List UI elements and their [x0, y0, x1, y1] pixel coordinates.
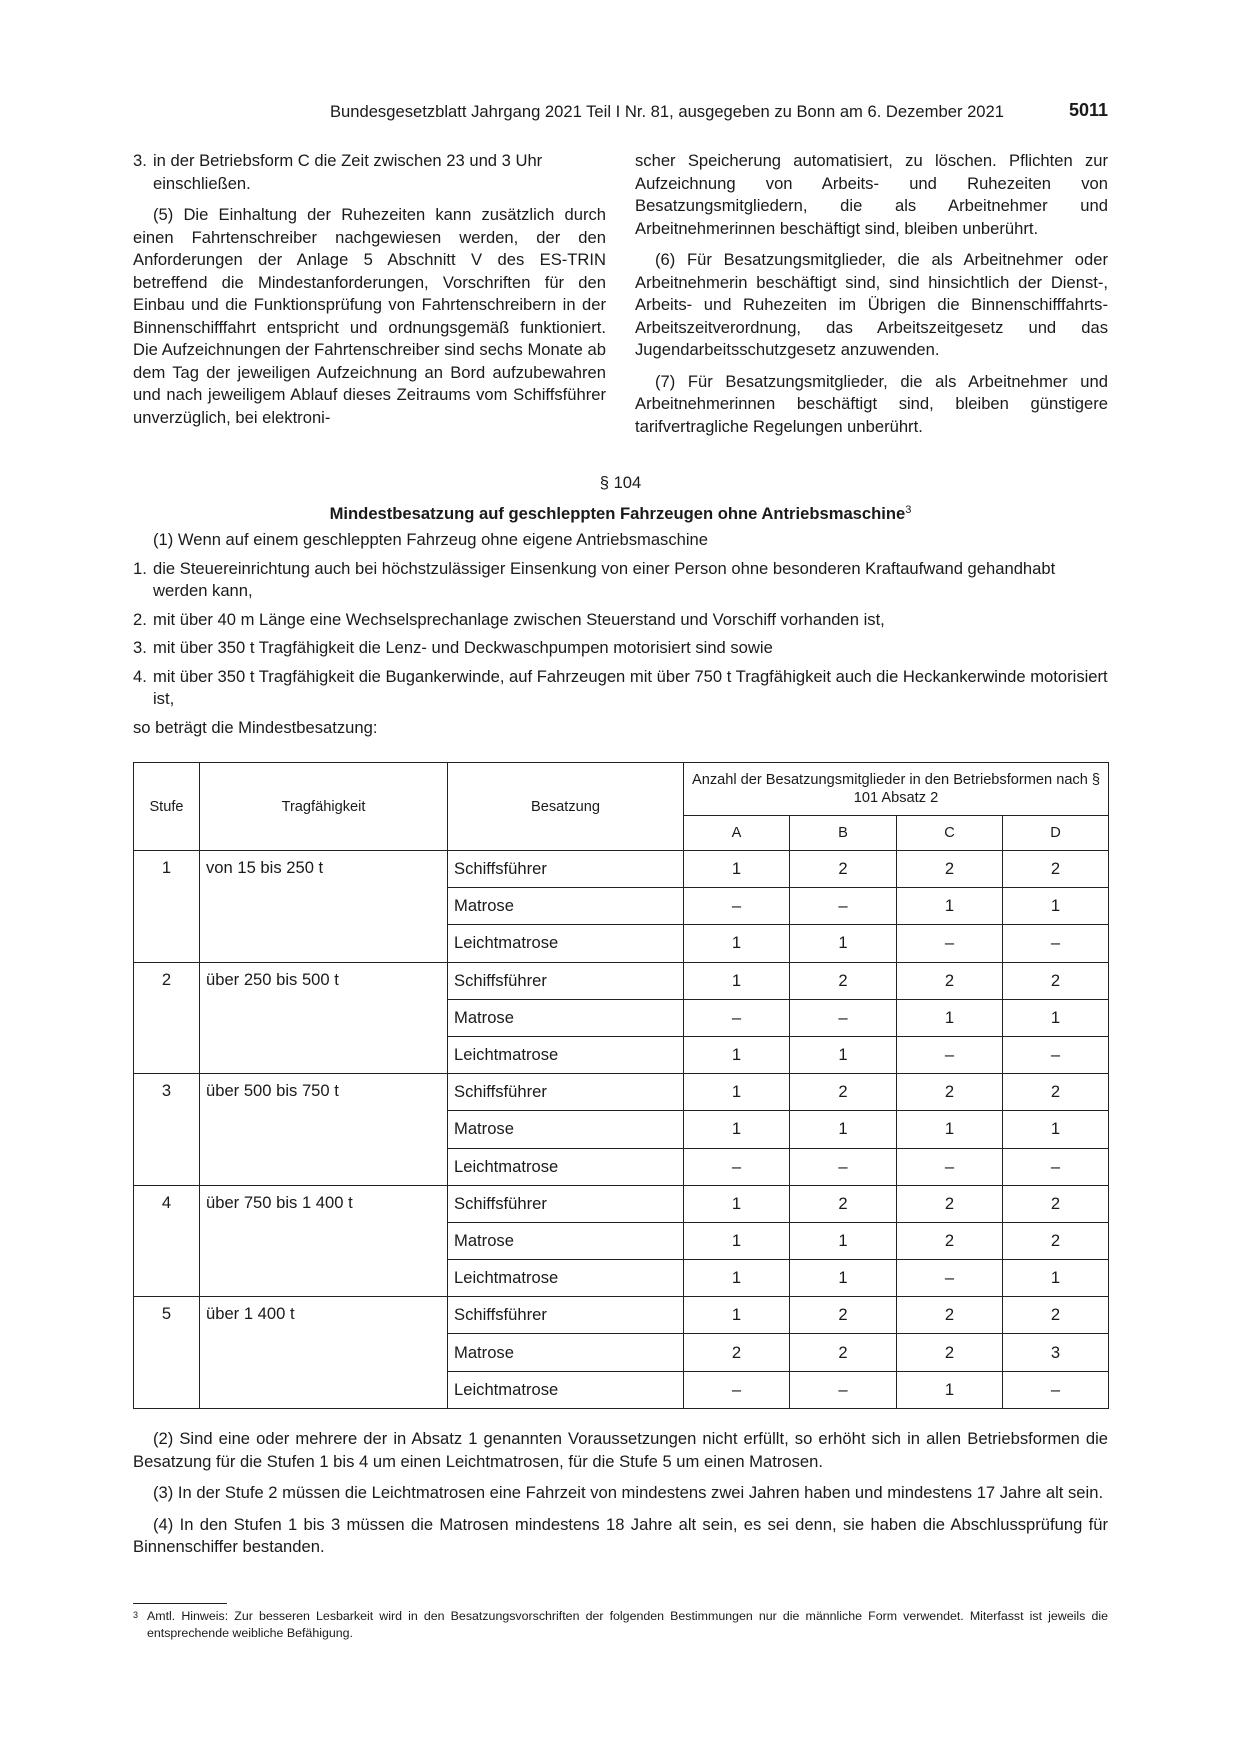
cell-count: 2 — [790, 1185, 897, 1222]
cell-count: 1 — [684, 1185, 790, 1222]
header-group: Anzahl der Besatzungsmitglieder in den Betriebsformen nach § 101 Absatz 2 — [684, 763, 1109, 816]
cell-count: 1 — [684, 925, 790, 962]
cell-stufe: 5 — [134, 1297, 200, 1409]
section-lead-out: so beträgt die Mindestbesatzung: — [133, 717, 378, 737]
cell-count: 1 — [684, 1297, 790, 1334]
cell-role: Leichtmatrose — [448, 1260, 684, 1297]
cell-capacity: über 250 bis 500 t — [200, 962, 448, 1074]
cell-count: – — [1003, 925, 1109, 962]
cell-count: 2 — [897, 1222, 1003, 1259]
header-besatzung: Besatzung — [448, 763, 684, 851]
cell-count: 1 — [684, 1036, 790, 1073]
page-number: 5011 — [1068, 100, 1108, 120]
footnote — [133, 1608, 1108, 1641]
cell-count: 1 — [684, 1111, 790, 1148]
paragraph-2: (2) Sind eine oder mehrere der in Absatz 1 genannten Voraussetzungen nicht erfüllt, so erhöht sich in allen Betriebsformen die Besatzung für die Stufen 1 bis 4 um einen Leichtmatrosen, für die Stufe 5 um einen Matrosen. — [133, 1429, 1108, 1471]
closing-paragraphs — [133, 1428, 1108, 1568]
cell-role: Leichtmatrose — [448, 1036, 684, 1073]
cell-count: 1 — [790, 1260, 897, 1297]
paragraph-3: (3) In der Stufe 2 müssen die Leichtmatrosen eine Fahrzeit von mindestens zwei Jahren haben und mindestens 17 Jahre alt sein. — [153, 1483, 1104, 1502]
cell-count: – — [897, 925, 1003, 962]
cell-role: Matrose — [448, 888, 684, 925]
crew-table-body — [134, 851, 1109, 1409]
cell-count: – — [684, 1371, 790, 1408]
cell-count: 1 — [897, 1371, 1003, 1408]
header-form-c: C — [897, 816, 1003, 851]
cell-stufe: 2 — [134, 962, 200, 1074]
cell-count: 3 — [1003, 1334, 1109, 1371]
cell-count: 2 — [1003, 1074, 1109, 1111]
cell-count: 1 — [684, 1222, 790, 1259]
paragraph-7: (7) Für Besatzungsmitglieder, die als Arbeitnehmer und Arbeitnehmerinnen beschäftigt sind, bleiben günstigere tarifvertragliche Regelungen unberührt. — [635, 371, 1108, 436]
section-title: Mindestbesatzung auf geschleppten Fahrzeugen ohne Antriebsmaschine — [329, 503, 906, 523]
cell-role: Matrose — [448, 1111, 684, 1148]
condition-number: 4. — [133, 666, 147, 686]
cell-count: 2 — [790, 1074, 897, 1111]
item-text: in der Betriebsform C die Zeit zwischen 23 und 3 Uhr einschließen. — [153, 151, 543, 193]
cell-count: 2 — [1003, 962, 1109, 999]
cell-count: – — [790, 1148, 897, 1185]
table-row — [134, 962, 1109, 999]
cell-count: – — [897, 1148, 1003, 1185]
cell-count: 1 — [897, 888, 1003, 925]
paragraph-4: (4) In den Stufen 1 bis 3 müssen die Matrosen mindestens 18 Jahre alt sein, es sei denn, sie haben die Abschlussprüfung für Binnenschiffer bestanden. — [133, 1514, 1108, 1556]
cell-capacity: von 15 bis 250 t — [200, 851, 448, 963]
cell-role: Matrose — [448, 1222, 684, 1259]
cell-role: Matrose — [448, 1334, 684, 1371]
cell-role: Matrose — [448, 999, 684, 1036]
cell-count: 1 — [684, 962, 790, 999]
cell-count: – — [790, 888, 897, 925]
header-stufe: Stufe — [134, 763, 200, 851]
cell-role: Leichtmatrose — [448, 1148, 684, 1185]
item-number: 3. — [133, 151, 147, 170]
footnote-text: Amtl. Hinweis: Zur besseren Lesbarkeit wird in den Besatzungsvorschriften der folgenden Bestimmungen nur die männliche Form verwendet. Miterfasst ist jeweils die entsprechende weibliche Befähigung. — [147, 1609, 1108, 1640]
cell-count: – — [684, 999, 790, 1036]
cell-count: 1 — [1003, 999, 1109, 1036]
cell-count: – — [1003, 1036, 1109, 1073]
cell-count: – — [684, 888, 790, 925]
cell-stufe: 1 — [134, 851, 200, 963]
cell-count: 1 — [1003, 1111, 1109, 1148]
cell-count: 2 — [790, 1334, 897, 1371]
cell-count: 1 — [790, 1111, 897, 1148]
section-104 — [133, 472, 1108, 739]
cell-count: 1 — [897, 999, 1003, 1036]
cell-count: 2 — [897, 1185, 1003, 1222]
cell-count: 2 — [1003, 1185, 1109, 1222]
cell-count: – — [790, 999, 897, 1036]
running-title: Bundesgesetzblatt Jahrgang 2021 Teil I Nr. 81, ausgegeben zu Bonn am 6. Dezember 2021 — [329, 102, 1004, 121]
cell-count: 2 — [897, 1334, 1003, 1371]
table-row — [134, 1074, 1109, 1111]
condition-text: mit über 40 m Länge eine Wechselsprechanlage zwischen Steuerstand und Vorschiff vorhanden ist, — [153, 609, 885, 629]
footnote-reference: 3 — [905, 503, 912, 516]
cell-count: 1 — [790, 1222, 897, 1259]
document-page — [133, 0, 1108, 1754]
cell-capacity: über 500 bis 750 t — [200, 1074, 448, 1186]
condition-number: 2. — [133, 609, 147, 629]
cell-count: 2 — [897, 851, 1003, 888]
left-column — [133, 150, 606, 438]
cell-count: – — [684, 1148, 790, 1185]
cell-capacity: über 750 bis 1 400 t — [200, 1185, 448, 1297]
cell-count: 2 — [1003, 851, 1109, 888]
crew-table — [133, 762, 1109, 1409]
cell-count: 1 — [684, 851, 790, 888]
cell-stufe: 3 — [134, 1074, 200, 1186]
section-intro: (1) Wenn auf einem geschleppten Fahrzeug ohne eigene Antriebsmaschine — [153, 530, 709, 549]
cell-count: 1 — [790, 1036, 897, 1073]
cell-count: – — [790, 1371, 897, 1408]
table-row — [134, 1185, 1109, 1222]
cell-count: 2 — [897, 1074, 1003, 1111]
footnote-mark: 3 — [133, 1610, 139, 1620]
header-form-d: D — [1003, 816, 1109, 851]
condition-item — [133, 637, 1108, 660]
condition-item — [133, 609, 1108, 632]
paragraph-6: (6) Für Besatzungsmitglieder, die als Arbeitnehmer oder Arbeitnehmerin beschäftigt sind, sind hinsichtlich der Dienst-, Arbeits- und Ruhezeiten im Übrigen die Binnenschifffahrts-Arbeitszeitverordnung, das Arbeitszeitgesetz und das Jugendarbeitsschutzgesetz anzuwenden. — [635, 250, 1108, 359]
condition-text: die Steuereinrichtung auch bei höchstzulässiger Einsenkung von einer Person ohne besonderen Kraftaufwand gehandhabt werden kann, — [153, 558, 1056, 600]
cell-count: 1 — [897, 1111, 1003, 1148]
paragraph-5: (5) Die Einhaltung der Ruhezeiten kann zusätzlich durch einen Fahrtenschreiber nachgewiesen werden, der den Anforderungen der Anlage 5 Abschnitt V des ES-TRIN betreffend die Mindestanforderungen, Vorschriften für den Einbau und die Funktionsprüfung von Fahrtenschreibern in der Binnenschifffahrt entspricht und ordnungsgemäß funktioniert. Die Aufzeichnungen der Fahrtenschreiber sind sechs Monate ab dem Tag der jeweiligen Aufzeichnung an Bord aufzubewahren und nach jeweiligem Ablauf dieses Zeitraums vom Schiffsführer unverzüglich, bei elektroni- — [133, 205, 606, 427]
cell-capacity: über 1 400 t — [200, 1297, 448, 1409]
cell-count: 2 — [790, 962, 897, 999]
section-number: § 104 — [599, 473, 642, 492]
cell-count: 1 — [1003, 888, 1109, 925]
condition-list — [133, 558, 1108, 711]
cell-count: 1 — [1003, 1260, 1109, 1297]
cell-count: 2 — [684, 1334, 790, 1371]
list-item — [133, 150, 606, 195]
cell-count: 1 — [684, 1074, 790, 1111]
cell-count: 1 — [790, 925, 897, 962]
cell-count: 1 — [684, 1260, 790, 1297]
footnote-divider — [133, 1603, 227, 1604]
cell-role: Schiffsführer — [448, 1074, 684, 1111]
cell-count: 2 — [897, 962, 1003, 999]
cell-role: Schiffsführer — [448, 1297, 684, 1334]
cell-count: 2 — [1003, 1222, 1109, 1259]
paragraph-5-continued: scher Speicherung automatisiert, zu löschen. Pflichten zur Aufzeichnung von Arbeits- und Ruhezeiten von Besatzungsmitgliedern, die als Arbeitnehmer und Arbeitnehmerinnen beschäftigt sind, bleiben unberührt. — [635, 151, 1108, 238]
cell-count: 2 — [1003, 1297, 1109, 1334]
cell-role: Schiffsführer — [448, 962, 684, 999]
right-column — [635, 150, 1108, 447]
cell-count: – — [897, 1260, 1003, 1297]
condition-number: 3. — [133, 638, 147, 657]
cell-count: – — [897, 1036, 1003, 1073]
cell-count: 2 — [790, 1297, 897, 1334]
header-form-b: B — [790, 816, 897, 851]
cell-count: 2 — [790, 851, 897, 888]
cell-count: – — [1003, 1371, 1109, 1408]
cell-stufe: 4 — [134, 1185, 200, 1297]
condition-item — [133, 558, 1108, 603]
condition-text: mit über 350 t Tragfähigkeit die Lenz- und Deckwaschpumpen motorisiert sind sowie — [153, 638, 773, 657]
section-title-line — [133, 499, 1108, 526]
table-row — [134, 1297, 1109, 1334]
condition-number: 1. — [133, 558, 147, 578]
condition-item — [133, 666, 1108, 711]
cell-role: Schiffsführer — [448, 851, 684, 888]
cell-role: Leichtmatrose — [448, 1371, 684, 1408]
header-form-a: A — [684, 816, 790, 851]
cell-count: 2 — [897, 1297, 1003, 1334]
running-header — [133, 102, 1108, 126]
cell-count: – — [1003, 1148, 1109, 1185]
condition-text: mit über 350 t Tragfähigkeit die Bugankerwinde, auf Fahrzeugen mit über 750 t Tragfähigkeit auch die Heckankerwinde motorisiert ist, — [153, 666, 1108, 708]
table-row — [134, 851, 1109, 888]
cell-role: Leichtmatrose — [448, 925, 684, 962]
header-tragfaehigkeit: Tragfähigkeit — [200, 763, 448, 851]
cell-role: Schiffsführer — [448, 1185, 684, 1222]
